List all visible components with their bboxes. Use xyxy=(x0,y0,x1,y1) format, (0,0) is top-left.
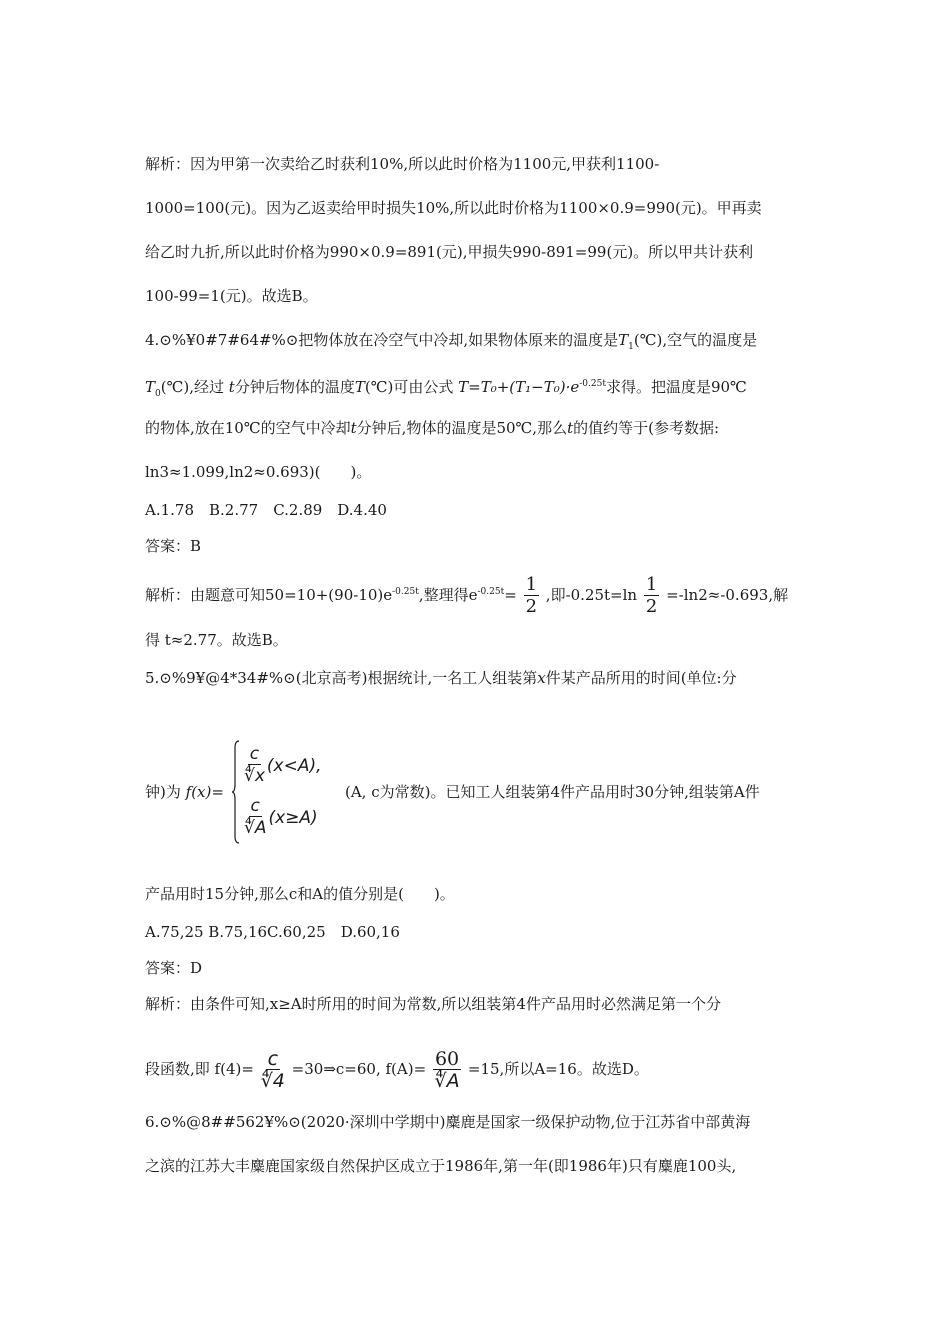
question-4-line-1: 4.⊙%¥0#7#64#%⊙把物体放在冷空气中冷却,如果物体原来的温度是$T_1(℃)$,空气的温度是 xyxy=(145,331,758,352)
fraction-one-half: $\frac{1}{2}$ xyxy=(525,573,538,617)
fraction-60-over-rootA: $\frac{60}{∜A}$ xyxy=(434,1047,460,1092)
question-5-line-1: 5.⊙%9¥@4*34#%⊙(北京高考)根据统计,一名工人组装第x件某产品所用的时间(单位:分 xyxy=(145,669,737,687)
question-5-line-2-prefix: 钟)为 f(x)= xyxy=(145,783,224,801)
question-5-line-3: 产品用时15分钟,那么c和A的值分别是( )。 xyxy=(145,885,455,903)
question-5-solution-line-1: 解析：由条件可知,x≥A时所用的时间为常数,所以组装第4件产品用时必然满足第一个分 xyxy=(145,995,721,1013)
solution-3-line-4: 100-99=1(元)。故选B。 xyxy=(145,287,318,305)
question-4-solution-line-2: 得 t≈2.77。故选B。 xyxy=(145,631,288,649)
piecewise-case-2: $\frac{c}{∜A}$ (x≥A) xyxy=(244,796,318,838)
solution-3-line-1: 解析：因为甲第一次卖给乙时获利10%,所以此时价格为1100元,甲获利1100- xyxy=(145,155,660,173)
solution-3-line-2: 1000=100(元)。因为乙返卖给甲时损失10%,所以此时价格为1100×0.9=990(元)。甲再卖 xyxy=(145,199,762,217)
question-6-line-1: 6.⊙%@8##562¥%⊙(2020·深圳中学期中)麋鹿是国家一级保护动物,位于江苏省中部黄海 xyxy=(145,1113,751,1131)
fraction-c-over-root4: $\frac{c}{∜4}$ xyxy=(260,1047,285,1092)
question-5-answer: 答案：D xyxy=(145,959,203,977)
question-4-solution-line-1: 解析：由题意可知$50=10+(90-10)e^{-0.25t}$,整理得$e^{-0.25t}=$ $\frac{1}{2}$ ,即-0.25t=ln $\frac{1}{2}$ =-ln2≈-0.693,解 xyxy=(145,573,789,617)
question-5-options: A.75,25 B.75,16C.60,25 D.60,16 xyxy=(145,923,400,941)
question-4-line-3: 的物体,放在10℃的空气中冷却t分钟后,物体的温度是50℃,那么t的值约等于(参考数据: xyxy=(145,419,720,437)
question-5-solution-line-2: 段函数,即 f(4)= $\frac{c}{∜4}$ =30⇒c=60, f(A)= $\frac{60}{∜A}$ =15,所以A=16。故选D。 xyxy=(145,1047,649,1092)
solution-3-line-3: 给乙时九折,所以此时价格为990×0.9=891(元),甲损失990-891=99(元)。所以甲共计获利 xyxy=(145,243,754,261)
question-6-line-2: 之滨的江苏大丰麋鹿国家级自然保护区成立于1986年,第一年(即1986年)只有麋鹿100头, xyxy=(145,1157,737,1175)
question-5-line-2-suffix: (A, c为常数)。已知工人组装第4件产品用时30分钟,组装第A件 xyxy=(345,783,760,801)
question-4-answer: 答案：B xyxy=(145,537,202,555)
question-4-options: A.1.78 B.2.77 C.2.89 D.4.40 xyxy=(145,501,387,519)
piecewise-function xyxy=(232,740,342,844)
piecewise-case-1: $\frac{c}{∜x}$ (x<A), xyxy=(244,744,322,786)
question-4-line-2: $T_0(℃)$,经过 t分钟后物体的温度T(℃)可由公式 $T=T_0+(T_1-T_0)\cdot e^{-0.25t}$求得。把温度是90℃ xyxy=(145,378,747,399)
left-brace-icon xyxy=(232,740,240,844)
fraction-one-half: $\frac{1}{2}$ xyxy=(645,573,658,617)
question-4-line-4: ln3≈1.099,ln2≈0.693)( )。 xyxy=(145,463,372,481)
